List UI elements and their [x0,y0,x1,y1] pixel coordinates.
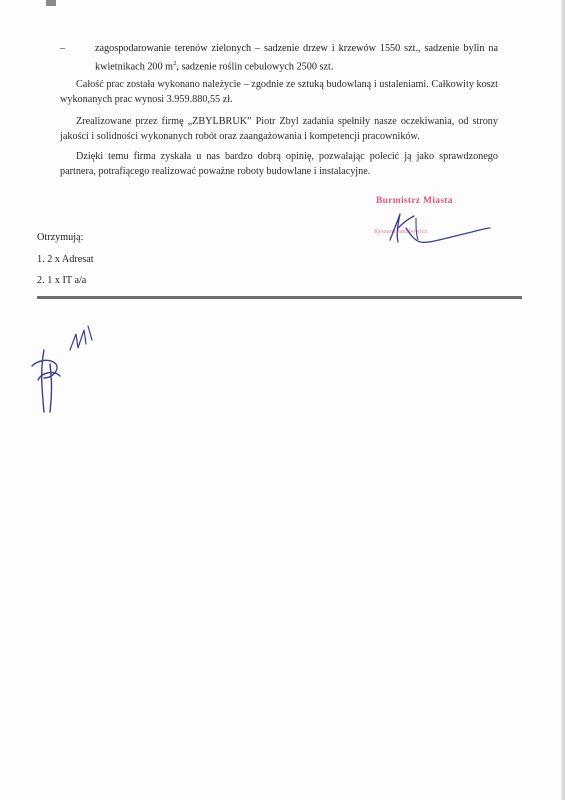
recipient-item: 1. 2 x Adresat [37,254,94,265]
bullet-text-1: zagospodarowanie terenów zielonych – sadzenie drzew i krzewów 1550 szt., sadzenie bylin na kwietnikach 200 m [95,43,498,72]
margin-signature [22,320,112,420]
mayor-signature [376,208,496,248]
paragraph-recommendation: Dzięki temu firma zyskała u nas bardzo dobrą opinię, pozwalając polecić ją jako sprawdzonego partnera, potrafiącego realizować poważne roboty budowlane i instalacyjne. [60,151,498,177]
bullet-dash: – [60,43,66,54]
bullet-superscript: 2 [173,59,177,67]
scan-corner-mark [46,0,56,6]
stamp-title: Burmistrz Miasta [376,196,453,206]
horizontal-rule [37,296,522,299]
paragraph-completion: Całość prac została wykonano należycie – zgodnie ze sztuką budowlaną i ustaleniami. Całkowity koszt wykonanych prac wynosi 3.959.880,55 zł. [60,79,498,105]
paragraph-evaluation: Zrealizowane przez firmę „ZBYLBRUK” Piotr Zbyl zadania spełniły nasze oczekiwania, od strony jakości i solidności wykonanych robót oraz zaangażowania i kompetencji pracowników. [60,116,498,142]
stamp-name: Ryszard Jakubowicz [374,228,428,235]
scan-edge-shadow [561,0,565,800]
bullet-text-2: , sadzenie roślin cebulowych 2500 szt. [176,60,334,72]
bullet-item [95,42,498,75]
recipient-item: 2. 1 x IT a/a [37,275,87,286]
recipients-label: Otrzymują: [37,232,84,243]
